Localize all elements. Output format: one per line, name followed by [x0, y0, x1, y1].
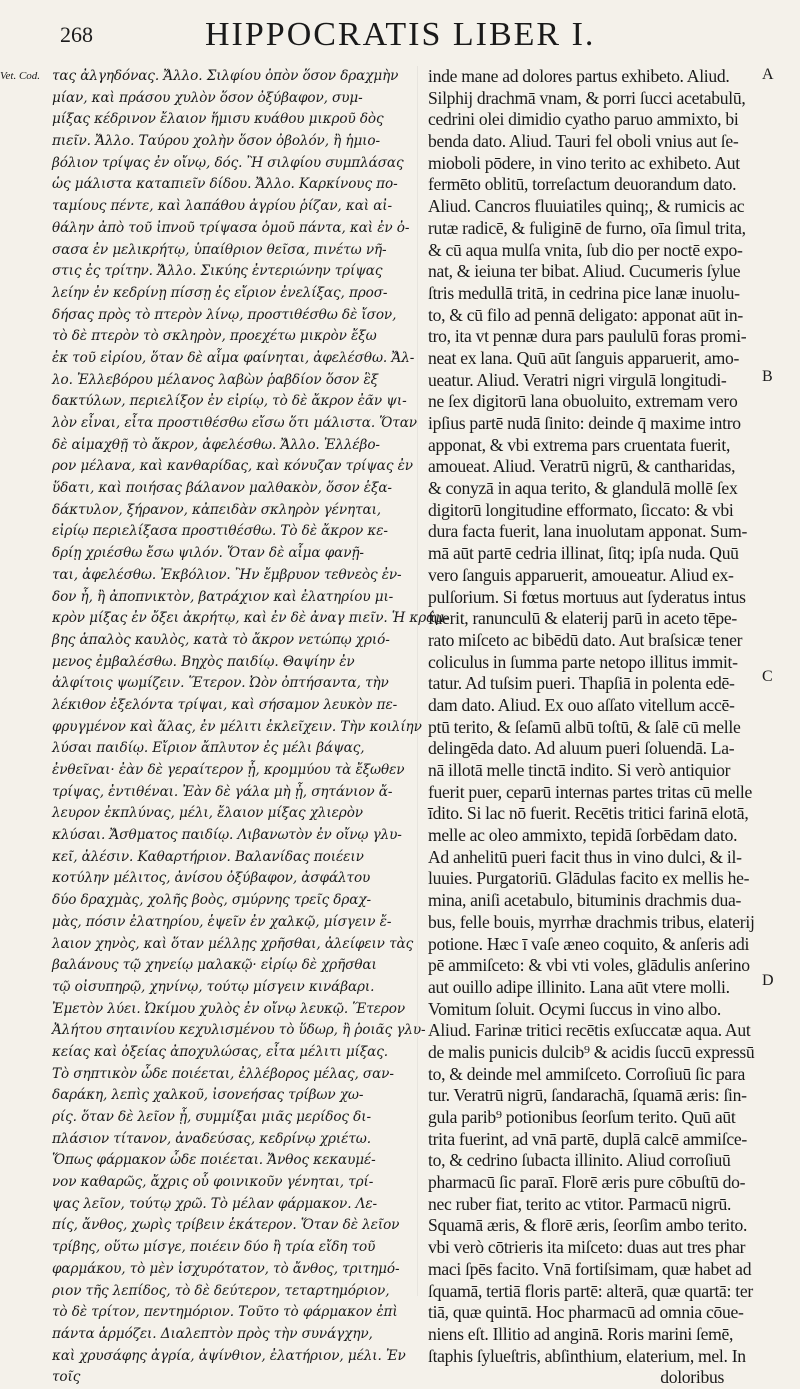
latin-text-line: ſquamā, tertiā floris partē: alterā, quæ quartā: ter [428, 1280, 753, 1301]
greek-text-line: ὕδατι, καὶ ποιήσας βάλανον μαλθακὸν, ὅσον ἑξα- [52, 480, 392, 497]
latin-text-line: fermēto oblitū, torreſactum deuorandum dato. [428, 174, 737, 195]
latin-text-line: pē ammiſceto: & vbi vti voles, glādulis anſerino [428, 955, 750, 976]
greek-text-line: θάλην ἀπὸ τοῦ ἰπνοῦ τρίψασα ὁμοῦ πάντα, καὶ ἐν ὀ- [52, 219, 410, 236]
greek-text-line: στις ἐς τρίτην. Ἄλλο. Σικύης ἐντεριώνην τρίψας [52, 263, 383, 280]
greek-text-line: κεῖ, ἀλέσιν. Καθαρτήριον. Βαλανίδας ποιέειν [52, 848, 364, 865]
latin-text-line: coliculus in ſumma parte netopo illitus immit- [428, 651, 738, 672]
greek-text-line: ταμίους πέντε, καὶ λαπάθου ἀγρίου ῥίζαν, καὶ αἰ- [52, 198, 393, 215]
greek-text-line: τας ἀλγηδόνας. Ἄλλο. Σιλφίου ὀπὸν ὅσον δραχμὴν [52, 68, 399, 84]
greek-text-line: Ἐμετὸν λύει. Ὠκίμου χυλὸς ἐν οἴνῳ λευκῷ. Ἕτερον [52, 1000, 406, 1017]
latin-text-line: tur. Veratrū nigrū, ſandarachā, ſquamā æris: ſin- [428, 1085, 747, 1106]
running-title: HIPPOCRATIS LIBER I. [205, 16, 596, 53]
greek-text-line: ἐκ τοῦ εἰρίου, ὅταν δὲ αἷμα φαίνηται, ἀφελέσθω. Ἄλ- [52, 349, 415, 366]
greek-text-line: δάκτυλον, ξήρανον, κἀπειδὰν σκληρὸν γένηται, [52, 501, 382, 518]
greek-text-line: Ὅπως φάρμακον ὧδε ποιέεται. Ἄνθος κεκαυμέ- [52, 1152, 376, 1169]
latin-text-line: gula parib⁹ potionibus ſeorſum terito. Quū aūt [428, 1107, 736, 1127]
latin-text-line: ptū terito, & ſeſamū albū toſtū, & ſalē cū melle [428, 716, 741, 737]
latin-text-column [428, 66, 756, 1388]
greek-text-line: βαλάνους τῷ χηνείῳ μαλακῷ· εἰρίῳ δὲ χρῆσθαι [52, 957, 377, 974]
latin-text-line: Vomitum ſoluit. Ocymi ſuccus in vino albo. [428, 998, 721, 1019]
greek-text-line: μίαν, καὶ πράσου χυλὸν ὅσον ὀξύβαφον, συμ- [52, 89, 363, 106]
margin-letter-a: A [762, 66, 774, 83]
greek-text-line: ὡς μάλιστα καταπιεῖν δίδου. Ἄλλο. Καρκίνους πο- [52, 176, 398, 193]
latin-text-line: ne ſex digitorū lana obuoluito, extremam vero [428, 391, 738, 412]
latin-text-line: ueatur. Aliud. Veratri nigri virgulā longitudi- [428, 369, 727, 390]
latin-text-line: dam dato. Aliud. Ex ouo aſſato vitellum accē- [428, 694, 735, 715]
greek-text-line: τὸ δὲ πτερὸν τὸ σκληρὸν, προεχέτω μικρὸν ἔξω [52, 328, 377, 345]
greek-text-line: κρὸν μίξας ἐν ὄξει ἀκρήτῳ, καὶ ἐν δὲ ἀναγ πιεῖν. Ἡ κράμ- [52, 610, 449, 627]
latin-text-line: mioboli pōdere, in vino terito ac exhibeto. Aut [428, 152, 740, 173]
greek-text-line: φαρμάκου, τὸ μὲν ἰσχυρότατον, τὸ ἄνθος, τριτημό- [52, 1260, 400, 1277]
greek-text-line: τὸ δὲ τρίτον, πεντημόριον. Τοῦτο τὸ φάρμακον ἐπὶ [52, 1304, 398, 1321]
greek-text-line: λο. Ἐλλεβόρου μέλανος λαβὼν ῥαβδίον ὅσον ἓξ [52, 371, 379, 388]
column-gutter [417, 66, 418, 1296]
marginal-note: Vet. Cod. [0, 70, 41, 82]
latin-text-line: rutæ radicē, & fuliginē de furno, oīa ſimul trita, [428, 217, 746, 238]
greek-text-line: πιεῖν. Ἄλλο. Ταύρου χολὴν ὅσον ὀβολόν, ἢ ἡμιο- [52, 133, 380, 150]
latin-text-line: ſtris medullā tritā, in cedrina pice lanæ inuolu- [428, 282, 740, 303]
greek-text-line: λείην ἐν κεδρίνῃ πίσσῃ ἐς εἴριον ἐνελίξας, προσ- [52, 284, 388, 301]
latin-text-line: dura facta fuerit, lana inuolutam apponat. Sum- [428, 521, 748, 542]
greek-text-line: λέκιθον ἐξελόντα τρίψαι, καὶ σήσαμον λευκὸν πε- [52, 696, 398, 713]
latin-text-line: ipſius partē nudā ſinito: deinde q̄ maxime intro [428, 413, 741, 433]
latin-text-line: digitorū longitudine efformato, ſiccato: & vbi [428, 499, 734, 520]
greek-text-line: καὶ χρυσάφης ἀγρία, ἀψίνθιον, ἐλατήριον, μέλι. Ἐν [52, 1347, 406, 1364]
latin-text-line: fuerit, ranunculū & elaterij parū in aceto tēpe- [428, 608, 737, 629]
latin-text-line: ſtaphis ſylueſtris, abſinthium, elaterium, mel. In [428, 1345, 746, 1366]
greek-text-column [52, 66, 449, 1386]
greek-text-line: κοτύλην μέλιτος, ἀνίσου ὀξύβαφον, ἀσφάλτου [52, 870, 371, 887]
greek-text-line: βόλιον τρίψας ἐν οἴνῳ, δός. Ἢ σιλφίου συμπλάσας [52, 154, 404, 171]
greek-text-line: λευρον ἐκπλύνας, μέλι, ἔλαιον μίξας χλιερὸν [52, 805, 363, 822]
latin-text-line: & conyzā in aqua terito, & glandulā mollē ſex [428, 478, 738, 499]
greek-text-line: Τὸ σηπτικὸν ὧδε ποιέεται, ἐλλέβορος μέλας, σαν- [52, 1065, 394, 1082]
latin-text-line: fuerit puer, ceparū internas partes tritas cū melle [428, 781, 752, 802]
latin-text-line: melle ac oleo ammixto, tepidā ſorbēdam dato. [428, 825, 738, 846]
latin-text-line: trita fuerint, ad vnā partē, duplā calcē ammiſce- [428, 1128, 747, 1149]
greek-text-line: τρίβης, οὕτω μίσγε, ποιέειν δύο ἢ τρία εἴδη τοῦ [52, 1239, 376, 1256]
greek-text-line: ἐνθεῖναι· ἐὰν δὲ γεραίτερον ᾖ, κρομμύου τὰ ἔξωθεν [52, 762, 405, 778]
latin-text-line: tiā, quæ quintā. Hoc pharmacū ad omnia cōue- [428, 1302, 744, 1323]
greek-text-line: εἰρίῳ περιελίξασα προστιθέσθω. Τὸ δὲ ἄκρον κε- [52, 523, 388, 540]
page-number: 268 [60, 22, 93, 47]
greek-text-line: ρον μέλανα, καὶ κανθαρίδας, καὶ κόνυζαν τρίψας ἐν [52, 458, 413, 475]
latin-text-line: tatur. Ad tuſsim pueri. Thapſiā in polenta edē- [428, 673, 735, 694]
greek-text-line: πλάσιον τίτανον, ἀναδεύσας, κεδρίνῳ χριέτω. [52, 1130, 371, 1147]
greek-text-line: λαιον χηνὸς, καὶ ὅταν μέλλῃς χρῆσθαι, ἀλείφειν τὰς [52, 935, 414, 952]
greek-text-line: λὸν εἶναι, εἶτα προστιθέσθω εἴσω ὅτι μάλιστα. Ὅταν [52, 415, 417, 431]
margin-letter-d: D [762, 972, 774, 989]
latin-text-line: nat, & ieiuna ter bibat. Aliud. Cucumeris ſylue [428, 261, 741, 282]
greek-text-line: μενος ἐμβαλέσθω. Βηχὸς παιδίῳ. Θαψίην ἐν [52, 653, 355, 670]
latin-text-line: inde mane ad dolores partus exhibeto. Aliud. [428, 66, 730, 86]
latin-text-line: to, & cedrino ſubacta illinito. Aliud corroſiuū [428, 1150, 731, 1171]
margin-letter-c: C [762, 668, 773, 685]
latin-text-line: to, & cū filo ad pennā deligato: apponat aūt in- [428, 304, 743, 325]
latin-text-line: Ad anhelitū pueri facit thus in vino dulci, & il- [428, 846, 742, 867]
latin-text-line: Aliud. Farinæ tritici recētis exſuccatæ aqua. Aut [428, 1020, 751, 1041]
latin-text-line: Silphij drachmā vnam, & porri ſucci acetabulū, [428, 87, 746, 108]
latin-text-line: mā aūt partē cedria illinat, ſitq; ipſa nuda. Quū [428, 543, 739, 564]
latin-text-line: niens eſt. Illitio ad anginā. Roris marini ſemē, [428, 1323, 734, 1344]
greek-text-line: φρυγμένον καὶ ἅλας, ἐν μέλιτι ἐκλεῖχειν. Τὴν κοιλίην [52, 718, 422, 735]
greek-text-line: ρίς. ὅταν δὲ λεῖον ᾖ, συμμίξαι μιᾶς μερίδος δι- [52, 1109, 371, 1125]
latin-text-line: īdito. Si lac nō fuerit. Recētis tritici farinā elotā, [428, 803, 749, 824]
greek-text-line: κλύσαι. Ἄσθματος παιδίῳ. Λιβανωτὸν ἐν οἴνῳ γλυ- [52, 827, 402, 844]
latin-text-line: & cū aqua mulſa vnita, ſub dio per noctē expo- [428, 239, 743, 260]
greek-text-line: δήσας πρὸς τὸ πτερὸν λίνῳ, προστιθέσθω δὲ ἴσον, [52, 306, 397, 323]
latin-text-line: nā illotā melle tinctā indito. Si verò antiquior [428, 760, 731, 780]
greek-text-line: λύσαι παιδίῳ. Εἴριον ἄπλυτον ἐς μέλι βάψας, [52, 740, 365, 757]
greek-text-line: τοῖς [52, 1369, 81, 1386]
latin-text-line: to, & deinde mel ammiſceto. Corroſiuū ſic para [428, 1063, 745, 1084]
greek-text-line: δύο δραχμὰς, χολῆς βοὸς, σμύρνης τρεῖς δραχ- [52, 892, 371, 909]
latin-text-line: pulſorium. Si fœtus mortuus aut ſyderatus intus [428, 586, 746, 607]
latin-text-line: luuies. Purgatoriū. Glādulas facito ex mellis he- [428, 868, 750, 889]
greek-text-line: σασα ἐν μελικρήτῳ, ὑπαίθριον θεῖσα, πινέτω νῆ- [52, 241, 387, 258]
greek-text-line: δακτύλων, περιελίξον ἐν εἰρίῳ, τὸ δὲ ἄκρον ἐᾶν ψι- [52, 393, 407, 410]
latin-text-line: rato miſceto ac bibēdū dato. Aut braſsicæ tener [428, 629, 743, 650]
greek-text-line: δρίῃ χριέσθω ἔσω ψιλόν. Ὅταν δὲ αἷμα φανῇ- [52, 545, 364, 562]
latin-text-line: Squamā æris, & florē æris, ſeorſim ambo terito. [428, 1215, 748, 1236]
latin-text-line: mina, aniſi acetabulo, bituminis drachmis dua- [428, 890, 742, 911]
latin-text-line: neat ex lana. Quū aūt ſanguis apparuerit, amo- [428, 347, 740, 368]
latin-text-line: Aliud. Cancros fluuiatiles quinq;, & rumicis ac [428, 196, 745, 217]
greek-text-line: τῷ οἰσυπηρῷ, χηνίνῳ, τούτῳ μίσγειν κινάβαρι. [52, 978, 375, 995]
greek-text-line: δον ἦ, ἢ ἀποπνικτὸν, βατράχιον καὶ ἐλατηρίου μι- [52, 588, 394, 605]
latin-text-line: maci ſpēs facito. Vnā fortiſsimam, quæ habet ad [428, 1258, 752, 1279]
latin-text-line: benda dato. Aliud. Tauri fel oboli vnius aut ſe- [428, 131, 739, 152]
latin-text-line: nec ruber fiat, terito ac vtitor. Parmacū nigrū. [428, 1193, 732, 1214]
latin-text-line: cedrini olei dimidio cyatho paruo ammixto, bi [428, 109, 739, 130]
greek-text-line: ψας λεῖον, τούτῳ χρῶ. Τὸ μέλαν φάρμακον. Λε- [52, 1195, 378, 1212]
greek-text-line: ριον τῆς λεπίδος, τὸ δὲ δεύτερον, τεταρτημόριον, [52, 1282, 390, 1299]
greek-text-line: κείας καὶ ὀξείας ἀποχυλώσας, εἶτα μέλιτι μίξας. [52, 1043, 388, 1060]
greek-text-line: βης ἁπαλὸς καυλὸς, κατὰ τὸ ἄκρον νετώπῳ χριό- [52, 631, 390, 648]
latin-text-line: delingēda dato. Ad aluum pueri ſoluendā. La- [428, 738, 735, 759]
latin-text-line: pharmacū ſic paraī. Florē æris pure cōbuſtū do- [428, 1172, 746, 1193]
greek-text-line: τρίψας, ἐντιθέναι. Ἐὰν δὲ γάλα μὴ ᾖ, σητάνιον ἄ- [52, 783, 393, 800]
greek-text-line: δὲ αἱμαχθῇ τὸ ἄκρον, ἀφελέσθω. Ἄλλο. Ἐλλέβο- [52, 436, 380, 453]
greek-text-line: μὰς, πόσιν ἐλατηρίου, ἑψεῖν ἐν χαλκῷ, μίσγειν ἔ- [52, 913, 392, 930]
latin-text-line: vero ſanguis apparuerit, amoueatur. Aliud ex- [428, 564, 734, 585]
latin-text-line: potione. Hæc ī vaſe æneo coquito, & anſeris adi [428, 933, 750, 954]
greek-text-line: δαράκη, λεπὶς χαλκοῦ, ἰσονεήσας τρίβων χω- [52, 1087, 364, 1104]
greek-text-line: ἀλφίτοις ψωμίζειν. Ἕτερον. Ὠὸν ὀπτήσαντα, τὴν [52, 675, 389, 692]
latin-text-line: tro, ita vt pennæ dura pars paululū foras promi- [428, 326, 747, 347]
latin-text-line: aut ouillo adipe illinito. Lana aūt vtere molli. [428, 976, 730, 997]
greek-text-line: Ἀλήτου σηταινίου κεχυλισμένου τὸ ὕδωρ, ἢ ῥοιᾶς γλυ- [52, 1022, 426, 1039]
latin-text-line: amoueat. Aliud. Veratrū nigrū, & cantharidas, [428, 456, 736, 477]
greek-text-line: πίς, ἄνθος, χωρὶς τρίβειν ἑκάτερον. Ὅταν δὲ λεῖον [52, 1217, 400, 1234]
latin-text-line: doloribus [660, 1367, 724, 1388]
greek-text-line: μίξας κέδρινον ἔλαιον ἥμισυ κυάθου μικροῦ δὸς [52, 111, 384, 128]
latin-text-line: apponat, & vbi extrema pars cruentata fuerit, [428, 434, 731, 455]
margin-letter-b: B [762, 368, 773, 385]
latin-text-line: de malis punicis dulcib⁹ & acidis ſuccū expressū [428, 1041, 755, 1062]
running-head [0, 10, 800, 60]
greek-text-line: νον καθαρῶς, ἄχρις οὗ φοινικοῦν γένηται, τρί- [52, 1174, 374, 1191]
greek-text-line: πάντα ἁρμόζει. Διαλεπτὸν πρὸς τὴν συνάγχην, [52, 1325, 373, 1342]
latin-text-line: vbi verò cōtrieris ita miſceto: duas aut tres phar [428, 1237, 746, 1258]
latin-text-line: bus, felle bouis, myrrhæ drachmis tribus, elaterij [428, 911, 755, 932]
greek-text-line: ται, ἀφελέσθω. Ἐκβόλιον. Ἢν ἔμβρυον τεθνεὸς ἐν- [52, 566, 402, 583]
